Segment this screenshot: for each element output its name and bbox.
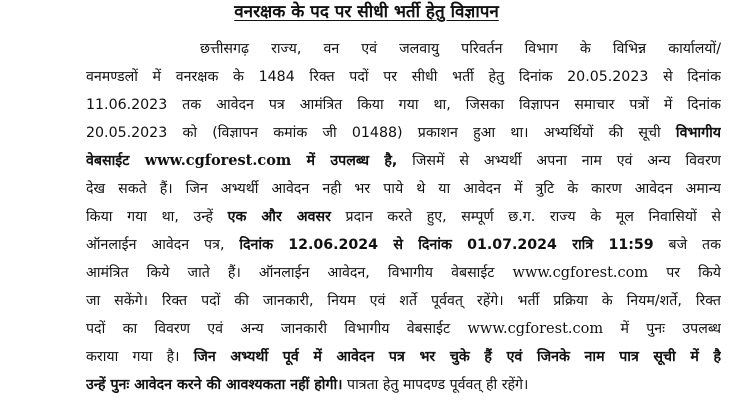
notice-line-6 [86, 179, 721, 199]
date-range: दिनांक 12.06.2024 से दिनांक 01.07.2024 रात्रि 11:59 [239, 237, 654, 253]
line-text: किया गया था, उन्हें [86, 209, 228, 225]
website-url: www.cgforest.com [467, 321, 604, 337]
line-text: जा सकेंगे। रिक्त पदों की जानकारी, नियम एवं शर्ते पूर्ववत् रहेंगे। भर्ती प्रक्रिया के नियम/शर्ते, रिक्त [86, 293, 721, 309]
line-text-bold: जिन अभ्यर्थी पूर्व में आवेदन पत्र भर चुके हैं एवं जिनके नाम पात्र सूची में है [193, 349, 721, 365]
line-text: प्रदान करते हुए, सम्पूर्ण छ.ग. राज्य के मूल निवासियों से [330, 209, 721, 225]
website-url: www.cgforest.com [512, 265, 649, 281]
line-text-bold: में उपलब्ध है, [291, 153, 398, 169]
line-text: पर किये [648, 265, 721, 281]
notice-line-5 [86, 151, 721, 171]
notice-line-11 [86, 319, 721, 339]
line-text: 11.06.2023 तक आवेदन पत्र आमंत्रित किया गया था, जिसका विज्ञापन समाचार पत्रों में दिनांक [86, 97, 721, 113]
notice-line-2 [86, 67, 721, 87]
line-text-bold: एक और अवसर [227, 209, 331, 225]
notice-line-1 [200, 39, 721, 59]
line-text: ऑनलाईन आवेदन पत्र, [86, 237, 240, 253]
line-text: जिसमें से अभ्यर्थी अपना नाम एवं अन्य विवरण [397, 153, 721, 169]
notice-line-3 [86, 95, 721, 115]
website-url: www.cgforest.com [144, 152, 292, 169]
line-text: पात्रता हेतु मापदण्ड पूर्ववत् ही रहेंगे। [342, 377, 529, 393]
notice-title [0, 1, 733, 23]
notice-line-10 [86, 291, 721, 311]
notice-line-9 [86, 263, 721, 283]
line-text: वनमण्डलों में वनरक्षक के 1484 रिक्त पदों पर सीधी भर्ती हेतु दिनांक 20.05.2023 से दिनांक [86, 69, 721, 85]
notice-line-13 [86, 375, 721, 395]
line-text: पदों का विवरण एवं अन्य जानकारी विभागीय वेबसाईट [86, 321, 468, 337]
line-text-bold: विभागीय [675, 125, 721, 141]
notice-line-7 [86, 207, 721, 227]
line-text: देख सकते हैं। जिन अभ्यर्थी आवेदन नही भर पाये थे या आवेदन में त्रुटि के कारण आवेदन अमान्य [86, 181, 721, 197]
line-text: में पुनः उपलब्ध [603, 321, 721, 337]
line-text: छत्तीसगढ़ राज्य, वन एवं जलवायु परिवर्तन विभाग के विभिन्न कार्यालयों/ [200, 41, 721, 57]
line-text-bold: उन्हें पुनः आवेदन करने की आवश्यकता नहीं होगी। [86, 377, 343, 393]
notice-line-8 [86, 235, 721, 255]
notice-title-text: वनरक्षक के पद पर सीधी भर्ती हेतु विज्ञापन [234, 2, 499, 22]
line-text: बजे तक [653, 237, 721, 253]
line-text-bold: वेबसाईट [86, 153, 145, 169]
notice-line-4 [86, 123, 721, 143]
notice-line-12 [86, 347, 721, 367]
line-text: 20.05.2023 को (विज्ञापन कमांक जी 01488) प्रकाशन हुआ था। अभ्यर्थियों की सूची [86, 125, 676, 141]
line-text: कराया गया है। [86, 349, 194, 365]
line-text: आमंत्रित किये जाते हैं। ऑनलाईन आवेदन, विभागीय वेबसाईट [86, 265, 513, 281]
